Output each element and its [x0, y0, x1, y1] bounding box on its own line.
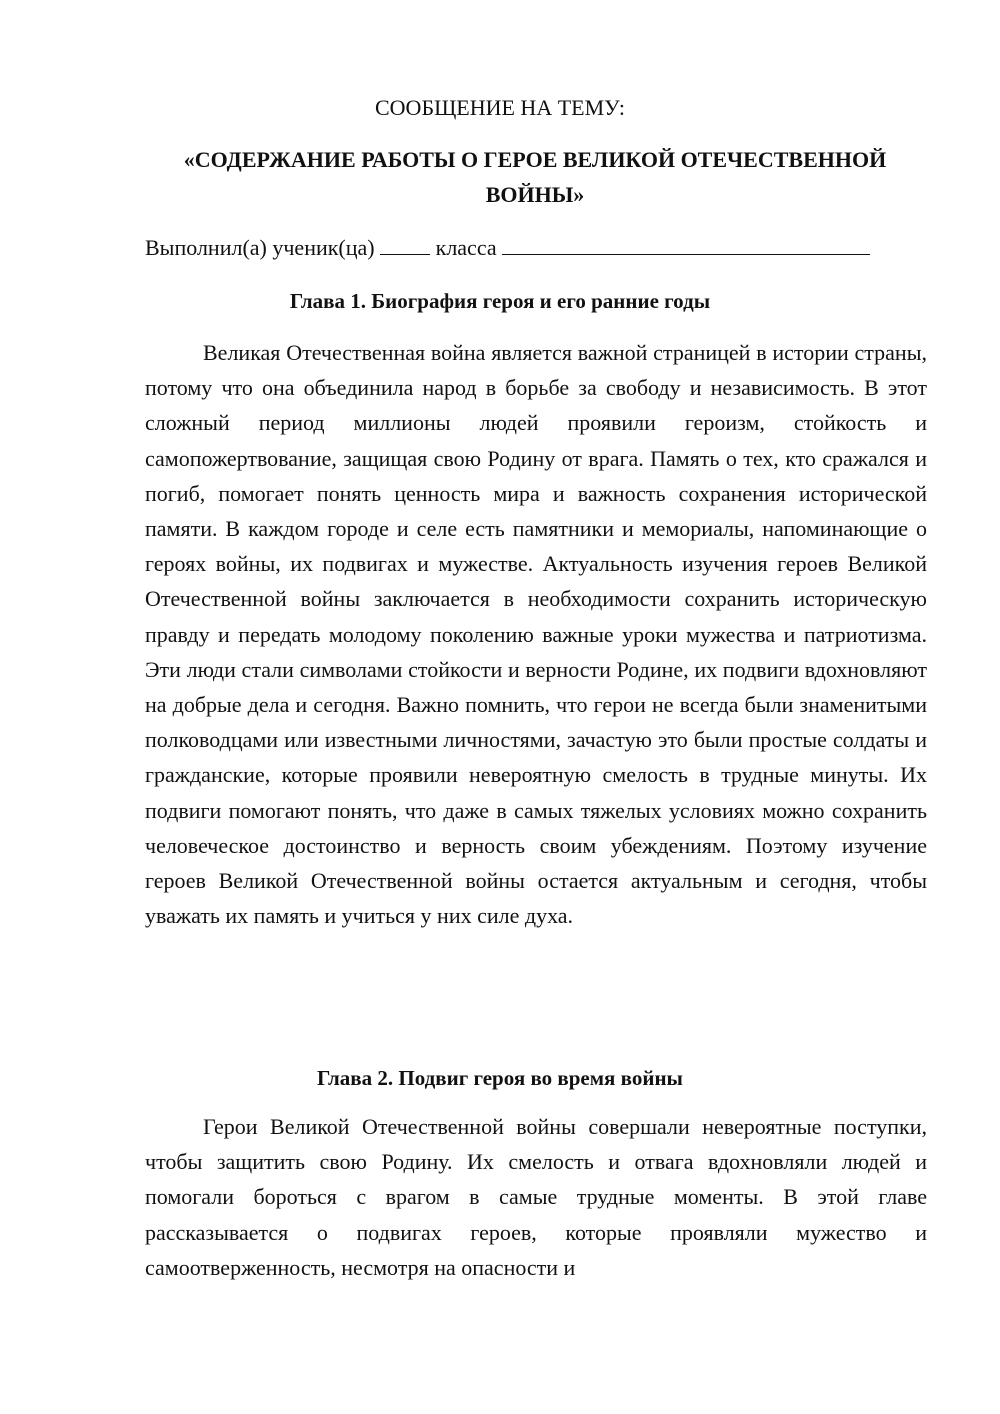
name-blank: [502, 234, 870, 255]
author-line: [145, 233, 870, 263]
class-label: класса: [435, 235, 497, 260]
chapter-1-heading: Глава 1. Биография героя и его ранние годы: [289, 289, 711, 313]
document-title: СООБЩЕНИЕ НА ТЕМУ:: [375, 95, 625, 120]
chapter-1-text: Великая Отечественная война является важной страницей в истории страны, потому что она объединила народ в борьбе за свободу и независимость. В этот сложный период миллионы людей проявили героизм, стойкость и самопожертвование, защищая свою Родину от врага. Память о тех, кто сражался и погиб, помогает понять ценность мира и важность сохранения исторической памяти. В каждом городе и селе есть памятники и мемориалы, напоминающие о героях войны, их подвигах и мужестве. Актуальность изучения героев Великой Отечественной войны заключается в необходимости сохранить историческую правду и передать молодому поколению важные уроки мужества и патриотизма. Эти люди стали символами стойкости и верности Родине, их подвиги вдохновляют на добрые дела и сегодня. Важно помнить, что герои не всегда были знаменитыми полководцами или известными личностями, зачастую это были простые солдаты и гражданские, которые проявили невероятную смелость в трудные минуты. Их подвиги помогают понять, что даже в самых тяжелых условиях можно сохранить человеческое достоинство и верность своим убеждениям. Поэтому изучение героев Великой Отечественной войны остается актуальным и сегодня, чтобы уважать их память и учиться у них силе духа.: [145, 340, 927, 929]
chapter-2-text: Герои Великой Отечественной войны совершали невероятные поступки, чтобы защитить свою Родину. Их смелость и отвага вдохновляли людей и помогали бороться с врагом в самые трудные моменты. В этой главе рассказывается о подвигах героев, которые проявляли мужество и самоотверженность, несмотря на опасности и: [145, 1114, 927, 1280]
document-topic: «СОДЕРЖАНИЕ РАБОТЫ О ГЕРОЕ ВЕЛИКОЙ ОТЕЧЕСТВЕННОЙ ВОЙНЫ»: [183, 147, 887, 207]
chapter-2-heading: Глава 2. Подвиг героя во время войны: [317, 1066, 683, 1090]
author-prefix: Выполнил(а) ученик(ца): [145, 235, 375, 260]
grade-blank: [380, 234, 430, 255]
